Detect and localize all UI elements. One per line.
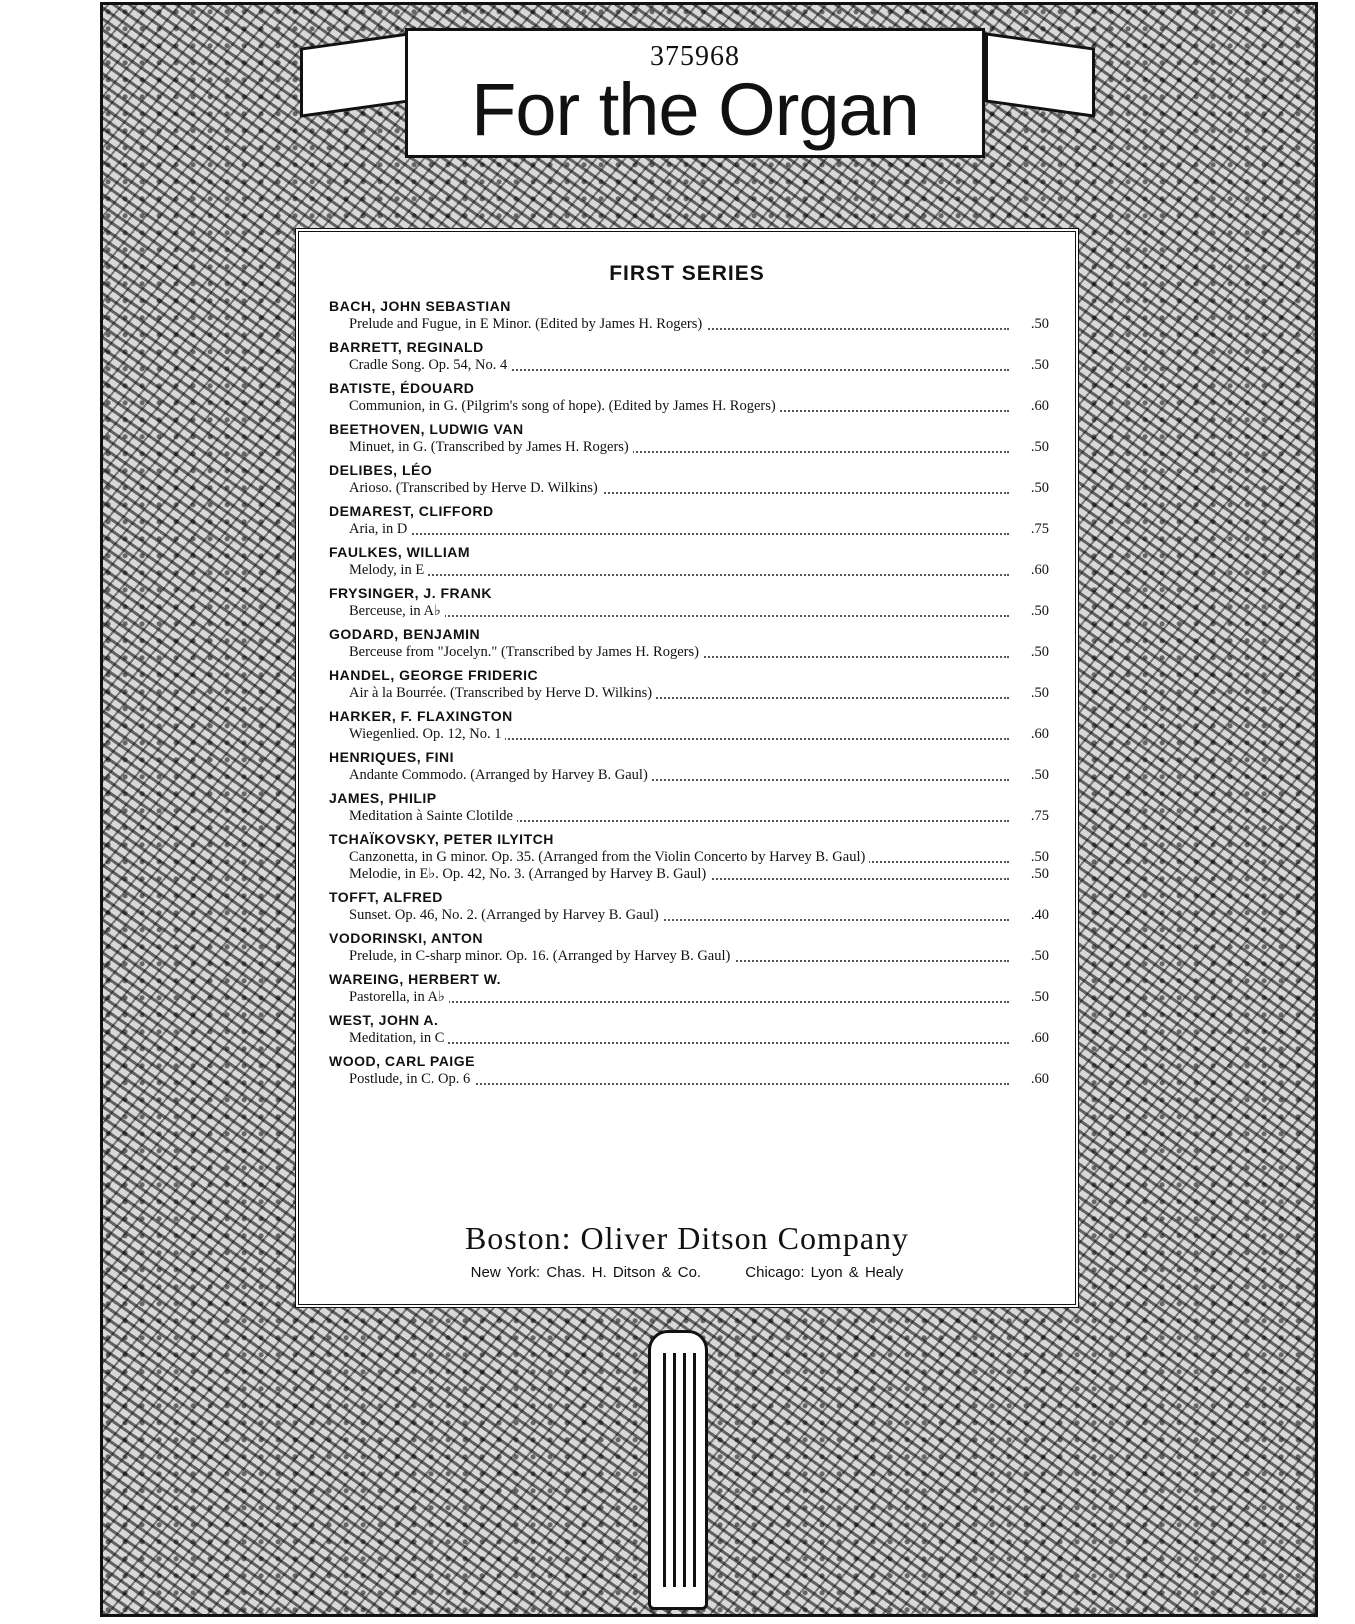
- work-price: .75: [1027, 521, 1049, 538]
- composer-name: HENRIQUES, FINI: [329, 749, 454, 765]
- composer-name: BEETHOVEN, LUDWIG VAN: [329, 421, 524, 437]
- work-row: [329, 685, 1049, 702]
- work-title: Meditation, in C: [349, 1030, 448, 1046]
- work-title: Berceuse from "Jocelyn." (Transcribed by James H. Rogers): [349, 644, 703, 660]
- work-title: Arioso. (Transcribed by Herve D. Wilkins): [349, 480, 602, 496]
- work-price: .60: [1027, 726, 1049, 743]
- work-price: .50: [1027, 866, 1049, 883]
- work-title: Minuet, in G. (Transcribed by James H. Rogers): [349, 439, 633, 455]
- work-row: [329, 644, 1049, 661]
- dot-leader: [349, 615, 1009, 617]
- work-row: [329, 767, 1049, 784]
- list-item: [329, 625, 1049, 661]
- dot-leader: [349, 574, 1009, 576]
- contents-panel: [295, 228, 1079, 1308]
- work-title: Communion, in G. (Pilgrim's song of hope). (Edited by James H. Rogers): [349, 398, 780, 414]
- work-row: [329, 316, 1049, 333]
- work-row: [329, 603, 1049, 620]
- work-title: Melodie, in E♭. Op. 42, No. 3. (Arranged by Harvey B. Gaul): [349, 866, 710, 882]
- list-item: [329, 543, 1049, 579]
- work-price: .50: [1027, 439, 1049, 456]
- work-row: [329, 866, 1049, 883]
- list-item: [329, 888, 1049, 924]
- publisher-branches: [299, 1264, 1075, 1281]
- list-item: [329, 379, 1049, 415]
- work-row: [329, 1030, 1049, 1047]
- work-price: .60: [1027, 1030, 1049, 1047]
- work-title: Aria, in D: [349, 521, 411, 537]
- work-row: [329, 480, 1049, 497]
- work-row: [329, 357, 1049, 374]
- series-title: FIRST SERIES: [609, 262, 765, 285]
- list-item: [329, 297, 1049, 333]
- work-row: [329, 562, 1049, 579]
- work-row: [329, 989, 1049, 1006]
- work-row: [329, 907, 1049, 924]
- work-title: Canzonetta, in G minor. Op. 35. (Arranged from the Violin Concerto by Harvey B. Gaul): [349, 849, 869, 865]
- work-price: .50: [1027, 644, 1049, 661]
- composer-name: WAREING, HERBERT W.: [329, 971, 502, 987]
- composer-name: FRYSINGER, J. FRANK: [329, 585, 492, 601]
- list-item: [329, 707, 1049, 743]
- work-row: [329, 398, 1049, 415]
- work-row: [329, 948, 1049, 965]
- work-price: .50: [1027, 767, 1049, 784]
- work-price: .50: [1027, 989, 1049, 1006]
- work-row: [329, 521, 1049, 538]
- work-price: .50: [1027, 685, 1049, 702]
- work-price: .50: [1027, 849, 1049, 866]
- composer-name: HANDEL, GEORGE FRIDERIC: [329, 667, 539, 683]
- work-title: Wiegenlied. Op. 12, No. 1: [349, 726, 505, 742]
- composer-name: BARRETT, REGINALD: [329, 339, 484, 355]
- branch-new-york: New York: Chas. H. Ditson & Co.: [470, 1264, 702, 1281]
- work-row: [329, 849, 1049, 866]
- composer-name: TOFFT, ALFRED: [329, 889, 443, 905]
- composer-name: DELIBES, LÉO: [329, 462, 433, 478]
- work-row: [329, 439, 1049, 456]
- work-price: .60: [1027, 562, 1049, 579]
- work-title: Pastorella, in A♭: [349, 989, 449, 1005]
- composer-name: FAULKES, WILLIAM: [329, 544, 470, 560]
- composer-name: VODORINSKI, ANTON: [329, 930, 483, 946]
- entry-list: [329, 297, 1049, 1093]
- list-item: [329, 1011, 1049, 1047]
- list-item: [329, 420, 1049, 456]
- work-title: Air à la Bourrée. (Transcribed by Herve D. Wilkins): [349, 685, 656, 701]
- list-item: [329, 830, 1049, 883]
- work-price: .75: [1027, 808, 1049, 825]
- dot-leader: [349, 1042, 1009, 1044]
- list-item: [329, 666, 1049, 702]
- composer-name: DEMAREST, CLIFFORD: [329, 503, 494, 519]
- composer-name: TCHAÏKOVSKY, PETER ILYITCH: [329, 831, 554, 847]
- composer-name: WEST, JOHN A.: [329, 1012, 439, 1028]
- work-title: Postlude, in C. Op. 6: [349, 1071, 474, 1087]
- work-price: .50: [1027, 948, 1049, 965]
- composer-name: WOOD, CARL PAIGE: [329, 1053, 475, 1069]
- work-price: .40: [1027, 907, 1049, 924]
- work-price: .50: [1027, 603, 1049, 620]
- catalog-number: 375968: [650, 41, 740, 72]
- list-item: [329, 748, 1049, 784]
- work-row: [329, 726, 1049, 743]
- work-title: Prelude, in C-sharp minor. Op. 16. (Arranged by Harvey B. Gaul): [349, 948, 734, 964]
- work-title: Sunset. Op. 46, No. 2. (Arranged by Harvey B. Gaul): [349, 907, 663, 923]
- work-price: .50: [1027, 357, 1049, 374]
- list-item: [329, 970, 1049, 1006]
- work-title: Andante Commodo. (Arranged by Harvey B. Gaul): [349, 767, 652, 783]
- work-title: Meditation à Sainte Clotilde: [349, 808, 517, 824]
- work-title: Cradle Song. Op. 54, No. 4: [349, 357, 511, 373]
- composer-name: BATISTE, ÉDOUARD: [329, 380, 475, 396]
- work-price: .60: [1027, 1071, 1049, 1088]
- work-price: .50: [1027, 316, 1049, 333]
- work-title: Berceuse, in A♭: [349, 603, 445, 619]
- composer-name: BACH, JOHN SEBASTIAN: [329, 298, 511, 314]
- work-price: .50: [1027, 480, 1049, 497]
- work-row: [329, 808, 1049, 825]
- dot-leader: [349, 533, 1009, 535]
- lyre-ornament: [648, 1330, 708, 1610]
- work-title: Prelude and Fugue, in E Minor. (Edited by James H. Rogers): [349, 316, 706, 332]
- list-item: [329, 1052, 1049, 1088]
- page-title: For the Organ: [471, 68, 919, 151]
- list-item: [329, 461, 1049, 497]
- title-banner: [405, 28, 985, 158]
- branch-chicago: Chicago: Lyon & Healy: [745, 1264, 904, 1281]
- list-item: [329, 929, 1049, 965]
- publisher-name: Boston: Oliver Ditson Company: [464, 1220, 910, 1256]
- work-row: [329, 1071, 1049, 1088]
- list-item: [329, 338, 1049, 374]
- composer-name: HARKER, F. FLAXINGTON: [329, 708, 513, 724]
- composer-name: JAMES, PHILIP: [329, 790, 437, 806]
- work-title: Melody, in E: [349, 562, 428, 578]
- list-item: [329, 584, 1049, 620]
- work-price: .60: [1027, 398, 1049, 415]
- list-item: [329, 502, 1049, 538]
- list-item: [329, 789, 1049, 825]
- composer-name: GODARD, BENJAMIN: [329, 626, 481, 642]
